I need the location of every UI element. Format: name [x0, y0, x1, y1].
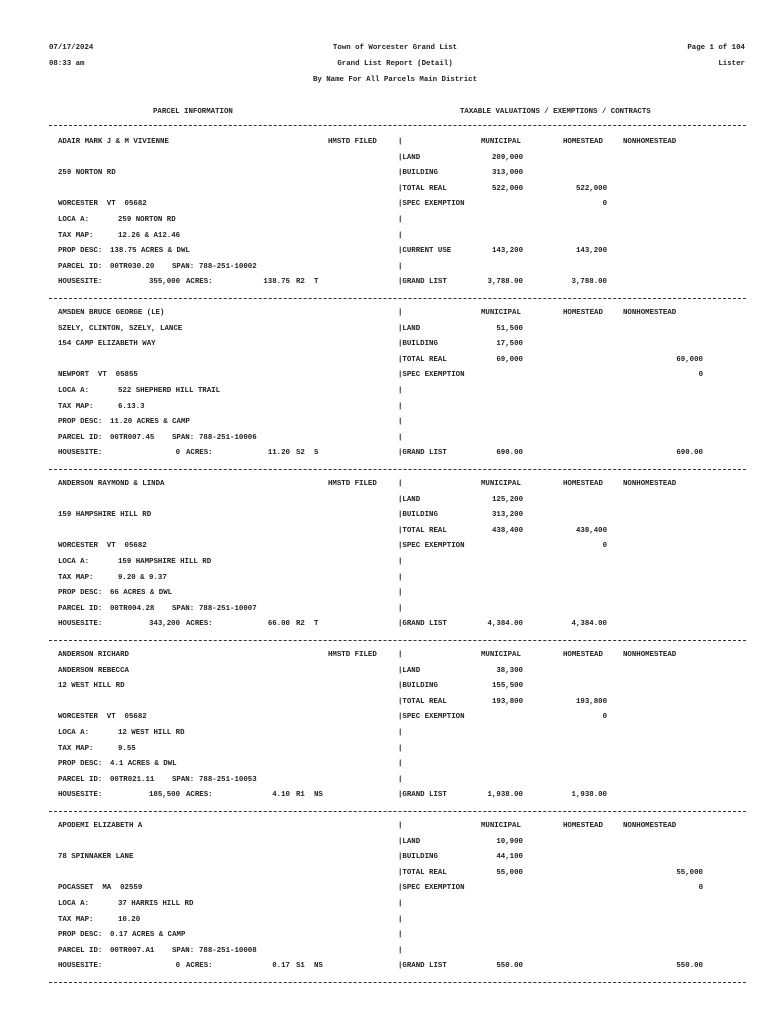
grand-list-homestead: 4,384.00 — [571, 620, 607, 628]
grand-list-municipal: 1,938.00 — [487, 791, 523, 799]
tax-map-value: 12.26 & A12.46 — [118, 232, 181, 240]
value-bar: | — [398, 418, 403, 426]
tax-map-label: TAX MAP: — [58, 745, 94, 753]
zone-code: R2 — [296, 620, 305, 628]
tax-code: S — [314, 449, 319, 457]
total-real-label: |TOTAL REAL — [398, 527, 447, 535]
building-label: |BUILDING — [398, 340, 438, 348]
spec-exemption-label: |SPEC EXEMPTION — [398, 200, 465, 208]
value-bar: | — [398, 651, 403, 659]
prop-desc-value: 11.20 ACRES & CAMP — [110, 418, 190, 426]
tax-code: T — [314, 278, 319, 286]
value-bar: | — [398, 776, 403, 784]
loca-label: LOCA A: — [58, 558, 90, 566]
total-real-label: |TOTAL REAL — [398, 698, 447, 706]
record-divider — [49, 982, 746, 983]
municipal-header: MUNICIPAL — [481, 651, 521, 659]
homestead-header: HOMESTEAD — [563, 309, 603, 317]
grand-list-nonhomestead: 550.00 — [676, 962, 703, 970]
building-value: 155,500 — [491, 682, 523, 690]
value-bar: | — [398, 745, 403, 753]
acres-value: 4.10 — [272, 791, 290, 799]
grand-list-label: |GRAND LIST — [398, 791, 447, 799]
owner-line: 78 SPINNAKER LANE — [58, 853, 134, 861]
owner-line: ADAIR MARK J & M VIVIENNE — [58, 138, 169, 146]
municipal-header: MUNICIPAL — [481, 480, 521, 488]
current-use-municipal: 143,200 — [491, 247, 523, 255]
total-real-label: |TOTAL REAL — [398, 869, 447, 877]
homestead-header: HOMESTEAD — [563, 138, 603, 146]
value-bar: | — [398, 822, 403, 830]
tax-map-label: TAX MAP: — [58, 403, 94, 411]
acres-label: ACRES: — [186, 620, 213, 628]
valuations-header: TAXABLE VALUATIONS / EXEMPTIONS / CONTRACTS — [460, 108, 651, 116]
report-user: Lister — [718, 60, 745, 68]
value-bar: | — [398, 760, 403, 768]
total-real-homestead: 193,800 — [575, 698, 607, 706]
building-label: |BUILDING — [398, 169, 438, 177]
value-bar: | — [398, 558, 403, 566]
owner-line: AMSDEN BRUCE GEORGE (LE) — [58, 309, 165, 317]
homestead-header: HOMESTEAD — [563, 651, 603, 659]
spec-exemption-homestead: 0 — [602, 200, 607, 208]
parcel-info-header: PARCEL INFORMATION — [153, 108, 233, 116]
tax-map-label: TAX MAP: — [58, 574, 94, 582]
spec-exemption-nonhomestead: 0 — [698, 371, 703, 379]
zone-code: R2 — [296, 278, 305, 286]
value-bar: | — [398, 309, 403, 317]
prop-desc-label: PROP DESC: — [58, 760, 103, 768]
loca-label: LOCA A: — [58, 387, 90, 395]
owner-line: 259 NORTON RD — [58, 169, 116, 177]
land-label: |LAND — [398, 496, 421, 504]
prop-desc-value: 138.75 ACRES & DWL — [110, 247, 190, 255]
value-bar: | — [398, 138, 403, 146]
span-label: SPAN: — [172, 263, 195, 271]
parcel-id-value: 00TR007.A1 — [110, 947, 155, 955]
spec-exemption-homestead: 0 — [602, 542, 607, 550]
tax-map-value: 9.20 & 9.37 — [118, 574, 167, 582]
total-real-municipal: 55,000 — [496, 869, 523, 877]
zone-code: S2 — [296, 449, 305, 457]
parcel-id-label: PARCEL ID: — [58, 947, 103, 955]
housesite-label: HOUSESITE: — [58, 449, 103, 457]
loca-label: LOCA A: — [58, 729, 90, 737]
parcel-id-value: 00TR007.45 — [110, 434, 155, 442]
report-title: Town of Worcester Grand List — [332, 44, 458, 52]
tax-map-value: 6.13.3 — [118, 403, 145, 411]
homestead-filed-flag: HMSTD FILED — [328, 651, 377, 659]
current-use-label: |CURRENT USE — [398, 247, 452, 255]
grand-list-label: |GRAND LIST — [398, 449, 447, 457]
tax-map-label: TAX MAP: — [58, 232, 94, 240]
value-bar: | — [398, 589, 403, 597]
loca-value: 12 WEST HILL RD — [118, 729, 185, 737]
grand-list-label: |GRAND LIST — [398, 620, 447, 628]
building-label: |BUILDING — [398, 511, 438, 519]
land-label: |LAND — [398, 154, 421, 162]
page-number: Page 1 of 104 — [687, 44, 745, 52]
housesite-value: 343,200 — [148, 620, 180, 628]
loca-value: 37 HARRIS HILL RD — [118, 900, 194, 908]
nonhomestead-header: NONHOMESTEAD — [623, 309, 677, 317]
span-label: SPAN: — [172, 947, 195, 955]
total-real-nonhomestead: 55,000 — [676, 869, 703, 877]
owner-line: 12 WEST HILL RD — [58, 682, 125, 690]
parcel-id-label: PARCEL ID: — [58, 605, 103, 613]
record-divider — [49, 298, 746, 299]
housesite-value: 0 — [175, 962, 180, 970]
grand-list-label: |GRAND LIST — [398, 278, 447, 286]
acres-label: ACRES: — [186, 791, 213, 799]
parcel-id-label: PARCEL ID: — [58, 263, 103, 271]
parcel-id-value: 00TR004.28 — [110, 605, 155, 613]
land-label: |LAND — [398, 325, 421, 333]
nonhomestead-header: NONHOMESTEAD — [623, 822, 677, 830]
nonhomestead-header: NONHOMESTEAD — [623, 138, 677, 146]
acres-label: ACRES: — [186, 449, 213, 457]
building-value: 313,000 — [491, 169, 523, 177]
owner-line: 159 HAMPSHIRE HILL RD — [58, 511, 152, 519]
city-state-zip: WORCESTER VT 05682 — [58, 542, 147, 550]
span-value: 788-251-10006 — [199, 434, 257, 442]
homestead-header: HOMESTEAD — [563, 822, 603, 830]
total-real-homestead: 438,400 — [575, 527, 607, 535]
nonhomestead-header: NONHOMESTEAD — [623, 480, 677, 488]
value-bar: | — [398, 605, 403, 613]
prop-desc-label: PROP DESC: — [58, 931, 103, 939]
housesite-label: HOUSESITE: — [58, 791, 103, 799]
grand-list-homestead: 1,938.00 — [571, 791, 607, 799]
header-divider — [49, 125, 746, 126]
record-divider — [49, 640, 746, 641]
prop-desc-label: PROP DESC: — [58, 589, 103, 597]
value-bar: | — [398, 729, 403, 737]
tax-map-value: 10.20 — [118, 916, 141, 924]
acres-value: 138.75 — [263, 278, 290, 286]
grand-list-municipal: 4,384.00 — [487, 620, 523, 628]
report-subtitle: Grand List Report (Detail) — [337, 60, 453, 68]
municipal-header: MUNICIPAL — [481, 822, 521, 830]
city-state-zip: NEWPORT VT 05855 — [58, 371, 138, 379]
housesite-label: HOUSESITE: — [58, 962, 103, 970]
acres-label: ACRES: — [186, 962, 213, 970]
value-bar: | — [398, 931, 403, 939]
total-real-municipal: 438,400 — [491, 527, 523, 535]
value-bar: | — [398, 263, 403, 271]
span-label: SPAN: — [172, 605, 195, 613]
tax-code: T — [314, 620, 319, 628]
value-bar: | — [398, 387, 403, 395]
housesite-label: HOUSESITE: — [58, 278, 103, 286]
total-real-label: |TOTAL REAL — [398, 356, 447, 364]
spec-exemption-label: |SPEC EXEMPTION — [398, 713, 465, 721]
span-value: 788-251-10008 — [199, 947, 257, 955]
parcel-id-label: PARCEL ID: — [58, 434, 103, 442]
total-real-nonhomestead: 69,000 — [676, 356, 703, 364]
municipal-header: MUNICIPAL — [481, 309, 521, 317]
value-bar: | — [398, 916, 403, 924]
span-value: 788-251-10007 — [199, 605, 257, 613]
building-value: 17,500 — [496, 340, 523, 348]
land-value: 10,900 — [496, 838, 523, 846]
homestead-header: HOMESTEAD — [563, 480, 603, 488]
building-value: 313,200 — [491, 511, 523, 519]
land-value: 51,500 — [496, 325, 523, 333]
owner-line: SZELY, CLINTON, SZELY, LANCE — [58, 325, 183, 333]
value-bar: | — [398, 434, 403, 442]
total-real-municipal: 69,000 — [496, 356, 523, 364]
municipal-header: MUNICIPAL — [481, 138, 521, 146]
acres-value: 66.00 — [267, 620, 290, 628]
loca-value: 522 SHEPHERD HILL TRAIL — [118, 387, 221, 395]
owner-line: APODEMI ELIZABETH A — [58, 822, 143, 830]
spec-exemption-homestead: 0 — [602, 713, 607, 721]
city-state-zip: WORCESTER VT 05682 — [58, 200, 147, 208]
total-real-homestead: 522,000 — [575, 185, 607, 193]
prop-desc-label: PROP DESC: — [58, 418, 103, 426]
owner-line: ANDERSON REBECCA — [58, 667, 129, 675]
building-label: |BUILDING — [398, 853, 438, 861]
record-divider — [49, 469, 746, 470]
tax-map-value: 9.55 — [118, 745, 136, 753]
parcel-id-value: 00TR021.11 — [110, 776, 155, 784]
homestead-filed-flag: HMSTD FILED — [328, 480, 377, 488]
loca-label: LOCA A: — [58, 900, 90, 908]
spec-exemption-label: |SPEC EXEMPTION — [398, 542, 465, 550]
spec-exemption-label: |SPEC EXEMPTION — [398, 884, 465, 892]
report-date: 07/17/2024 — [49, 44, 94, 52]
report-subtitle-2: By Name For All Parcels Main District — [312, 76, 478, 84]
acres-value: 0.17 — [272, 962, 290, 970]
building-value: 44,100 — [496, 853, 523, 861]
total-real-municipal: 193,800 — [491, 698, 523, 706]
prop-desc-value: 4.1 ACRES & DWL — [110, 760, 177, 768]
grand-list-nonhomestead: 690.00 — [676, 449, 703, 457]
value-bar: | — [398, 900, 403, 908]
spec-exemption-label: |SPEC EXEMPTION — [398, 371, 465, 379]
grand-list-label: |GRAND LIST — [398, 962, 447, 970]
prop-desc-label: PROP DESC: — [58, 247, 103, 255]
zone-code: R1 — [296, 791, 305, 799]
city-state-zip: WORCESTER VT 05682 — [58, 713, 147, 721]
land-value: 209,000 — [491, 154, 523, 162]
value-bar: | — [398, 574, 403, 582]
parcel-id-value: 00TR030.20 — [110, 263, 155, 271]
housesite-value: 185,500 — [148, 791, 180, 799]
span-label: SPAN: — [172, 434, 195, 442]
value-bar: | — [398, 216, 403, 224]
homestead-filed-flag: HMSTD FILED — [328, 138, 377, 146]
spec-exemption-nonhomestead: 0 — [698, 884, 703, 892]
total-real-label: |TOTAL REAL — [398, 185, 447, 193]
prop-desc-value: 66 ACRES & DWL — [110, 589, 173, 597]
zone-code: S1 — [296, 962, 305, 970]
housesite-value: 355,000 — [148, 278, 180, 286]
value-bar: | — [398, 403, 403, 411]
loca-label: LOCA A: — [58, 216, 90, 224]
grand-list-municipal: 3,788.00 — [487, 278, 523, 286]
loca-value: 159 HAMPSHIRE HILL RD — [118, 558, 212, 566]
total-real-municipal: 522,000 — [491, 185, 523, 193]
tax-map-label: TAX MAP: — [58, 916, 94, 924]
land-value: 125,200 — [491, 496, 523, 504]
nonhomestead-header: NONHOMESTEAD — [623, 651, 677, 659]
grand-list-homestead: 3,788.00 — [571, 278, 607, 286]
land-label: |LAND — [398, 667, 421, 675]
span-label: SPAN: — [172, 776, 195, 784]
city-state-zip: POCASSET MA 02559 — [58, 884, 143, 892]
acres-label: ACRES: — [186, 278, 213, 286]
value-bar: | — [398, 480, 403, 488]
record-divider — [49, 811, 746, 812]
value-bar: | — [398, 232, 403, 240]
grand-list-municipal: 690.00 — [496, 449, 523, 457]
report-time: 08:33 am — [49, 60, 85, 68]
value-bar: | — [398, 947, 403, 955]
acres-value: 11.20 — [267, 449, 290, 457]
land-label: |LAND — [398, 838, 421, 846]
land-value: 38,300 — [496, 667, 523, 675]
owner-line: ANDERSON RICHARD — [58, 651, 129, 659]
current-use-homestead: 143,200 — [575, 247, 607, 255]
prop-desc-value: 0.17 ACRES & CAMP — [110, 931, 186, 939]
housesite-label: HOUSESITE: — [58, 620, 103, 628]
span-value: 788-251-10053 — [199, 776, 257, 784]
loca-value: 259 NORTON RD — [118, 216, 176, 224]
tax-code: NS — [314, 791, 323, 799]
parcel-id-label: PARCEL ID: — [58, 776, 103, 784]
building-label: |BUILDING — [398, 682, 438, 690]
owner-line: 154 CAMP ELIZABETH WAY — [58, 340, 156, 348]
tax-code: NS — [314, 962, 323, 970]
owner-line: ANDERSON RAYMOND & LINDA — [58, 480, 165, 488]
housesite-value: 0 — [175, 449, 180, 457]
span-value: 788-251-10002 — [199, 263, 257, 271]
grand-list-municipal: 550.00 — [496, 962, 523, 970]
